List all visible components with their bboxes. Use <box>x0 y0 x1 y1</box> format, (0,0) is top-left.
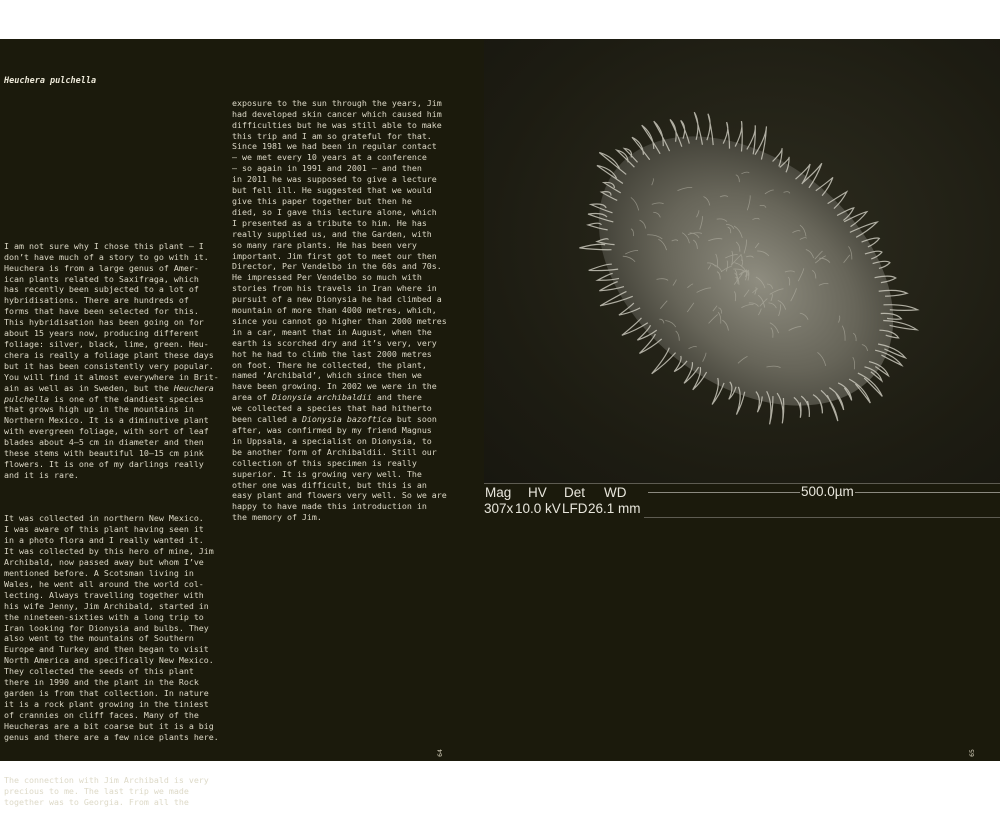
text-line: I was aware of this plant having seen it <box>4 524 204 535</box>
text-line: superior. It is growing very well. The <box>232 468 422 479</box>
text-line: since you cannot go higher than 2000 metres <box>232 315 447 326</box>
text-line: but it has been consistently very popular. <box>4 360 214 371</box>
text-line: mentioned before. A Scotsman living in <box>4 567 194 578</box>
text-line: genus and there are a few nice plants here. <box>4 731 219 742</box>
mag-label: Mag <box>485 485 512 500</box>
det-label: Det <box>564 485 586 500</box>
text-line: named ‘Archibald’, which since then we <box>232 370 422 381</box>
text-line: Europe and Turkey and then began to visit <box>4 644 209 655</box>
text-line: give this paper together but then he <box>232 195 412 206</box>
text-line: had developed skin cancer which caused him <box>232 108 442 119</box>
text-line: hybridisations. There are hundreds of <box>4 295 189 306</box>
info-bar-top-rule <box>484 483 1000 484</box>
text-line: about 15 years now, producing different <box>4 328 199 339</box>
text-line: happy to have made this introduction in <box>232 501 427 512</box>
page-number-left: 64 <box>435 749 444 757</box>
text-line: ain as well as in Sweden, but the Heuchera <box>4 382 214 393</box>
text-line: stories from his travels in Iran where in <box>232 283 437 294</box>
text-line: and it is rare. <box>4 469 79 480</box>
text-line: his wife Jenny, Jim Archibald, started in <box>4 600 209 611</box>
text-line: pulchella is one of the dandiest species <box>4 393 204 404</box>
seed-micrograph <box>484 39 1000 483</box>
page-number-right: 65 <box>967 749 976 757</box>
text-line: mountain of more than 4000 metres, which, <box>232 305 437 316</box>
text-line: The connection with Jim Archibald is very <box>4 775 209 786</box>
text-line: chera is really a foliage plant these days <box>4 349 214 360</box>
text-line: pursuit of a new Dionysia he had climbed a <box>232 294 442 305</box>
text-line: area of Dionysia archibaldii and there <box>232 392 422 403</box>
text-line: Heuchera is from a large genus of Amer- <box>4 262 199 273</box>
text-line: don’t have much of a story to go with it. <box>4 251 209 262</box>
text-line: North America and specifically New Mexico. <box>4 655 214 666</box>
hv-label: HV <box>528 485 547 500</box>
text-line: these stems with beautiful 10–15 cm pink <box>4 448 204 459</box>
text-line: You will find it almost everywhere in Brit- <box>4 371 219 382</box>
text-line: Archibald, now passed away but whom I’ve <box>4 557 204 568</box>
scale-label: 500.0µm <box>801 484 854 499</box>
text-line: really supplied us, and the Garden, with <box>232 228 432 239</box>
sem-info-bar <box>484 483 1000 518</box>
text-line: – so again in 1991 and 2001 – and then <box>232 163 422 174</box>
text-line: the memory of Jim. <box>232 512 322 523</box>
wd-value: 26.1 mm <box>588 501 641 516</box>
text-line: foliage: silver, black, lime, green. Heu- <box>4 338 209 349</box>
wd-label: WD <box>604 485 627 500</box>
text-line: hot he had to climb the last 2000 metres <box>232 348 432 359</box>
text-line: other one was difficult, but this is an <box>232 479 427 490</box>
text-line: in 2011 he was supposed to give a lecture <box>232 174 437 185</box>
text-line: ican plants related to Saxifraga, which <box>4 273 199 284</box>
text-line: this trip and I am so grateful for that. <box>232 130 432 141</box>
text-line: – we met every 10 years at a conference <box>232 152 427 163</box>
text-line: Northern Mexico. It is a diminutive plant <box>4 415 209 426</box>
text-line: been called a Dionysia bazoftica but soon <box>232 414 437 425</box>
text-line: with evergreen foliage, with sort of leaf <box>4 426 209 437</box>
text-line: collection of this specimen is really <box>232 457 417 468</box>
section-heading: Heuchera pulchella <box>4 76 97 86</box>
text-line: Director, Per Vendelbo in the 60s and 70s. <box>232 261 442 272</box>
text-line: This hybridisation has been going on for <box>4 317 204 328</box>
text-line: Heucheras are a bit coarse but it is a big <box>4 720 214 731</box>
book-spread <box>0 39 1000 807</box>
text-line: garden is from that collection. In nature <box>4 687 209 698</box>
text-line: Since 1981 we had been in regular contact <box>232 141 437 152</box>
text-line: that grows high up in the mountains in <box>4 404 194 415</box>
text-line: It was collected by this hero of mine, Jim <box>4 546 214 557</box>
text-line: exposure to the sun through the years, Jim <box>232 97 442 108</box>
text-line: easy plant and flowers very well. So we are <box>232 490 447 501</box>
det-value: LFD <box>562 501 588 516</box>
text-line: I presented as a tribute to him. He has <box>232 217 427 228</box>
text-line: so many rare plants. He has been very <box>232 239 417 250</box>
text-line: earth is scorched dry and it’s very, very <box>232 337 437 348</box>
sem-seed-image <box>484 39 1000 483</box>
text-line: after, was confirmed by my friend Magnus <box>232 425 432 435</box>
text-line: forms that have been selected for this. <box>4 306 199 317</box>
text-line: I am not sure why I chose this plant – I <box>4 240 204 251</box>
text-line: lecting. Always travelling together with <box>4 589 204 600</box>
text-line: blades about 4–5 cm in diameter and then <box>4 437 204 448</box>
paragraph-continued <box>232 98 464 523</box>
text-line: the nineteen-sixties with a long trip to <box>4 611 204 622</box>
text-line: It was collected in northern New Mexico. <box>4 513 204 524</box>
left-text-column <box>4 219 226 830</box>
text-line: together was to Georgia. From all the <box>4 797 189 807</box>
text-line: of crannies on cliff faces. Many of the <box>4 709 199 720</box>
text-line: have been growing. In 2002 we were in the <box>232 381 437 392</box>
text-line: be another form of Archibaldii. Still our <box>232 446 437 457</box>
text-line: but fell ill. He suggested that we would <box>232 185 432 196</box>
mag-value: 307x <box>484 501 514 516</box>
text-line: has recently been subjected to a lot of <box>4 284 199 295</box>
text-line: flowers. It is one of my darlings really <box>4 458 204 469</box>
paragraph-1 <box>4 241 226 481</box>
paragraph-3 <box>4 775 226 808</box>
text-line: there in 1990 and the plant in the Rock <box>4 677 199 688</box>
text-line: Wales, he went all around the world col- <box>4 578 204 589</box>
info-bar-bottom-rule <box>644 517 1000 518</box>
text-line: died, so I gave this lecture alone, which <box>232 206 437 217</box>
text-line: He impressed Per Vendelbo so much with <box>232 272 422 283</box>
paragraph-2 <box>4 513 226 742</box>
text-line: we collected a species that had hitherto <box>232 403 432 414</box>
text-line: on foot. There he collected, the plant, <box>232 359 427 370</box>
text-line: also went to the mountains of Southern <box>4 633 194 644</box>
hv-value: 10.0 kV <box>515 501 561 516</box>
text-line: difficulties but he was still able to make <box>232 119 442 130</box>
text-line: in a car, meant that in August, when the <box>232 326 432 337</box>
text-line: important. Jim first got to meet our then <box>232 250 437 261</box>
text-line: precious to me. The last trip we made <box>4 786 189 797</box>
middle-text-column <box>232 76 464 545</box>
text-line: in Uppsala, a specialist on Dionysia, to <box>232 435 432 446</box>
text-line: it is a rock plant growing in the tiniest <box>4 698 209 709</box>
text-line: in a photo flora and I really wanted it. <box>4 535 204 546</box>
text-line: They collected the seeds of this plant <box>4 666 194 677</box>
text-line: Iran looking for Dionysia and bulbs. They <box>4 622 209 633</box>
